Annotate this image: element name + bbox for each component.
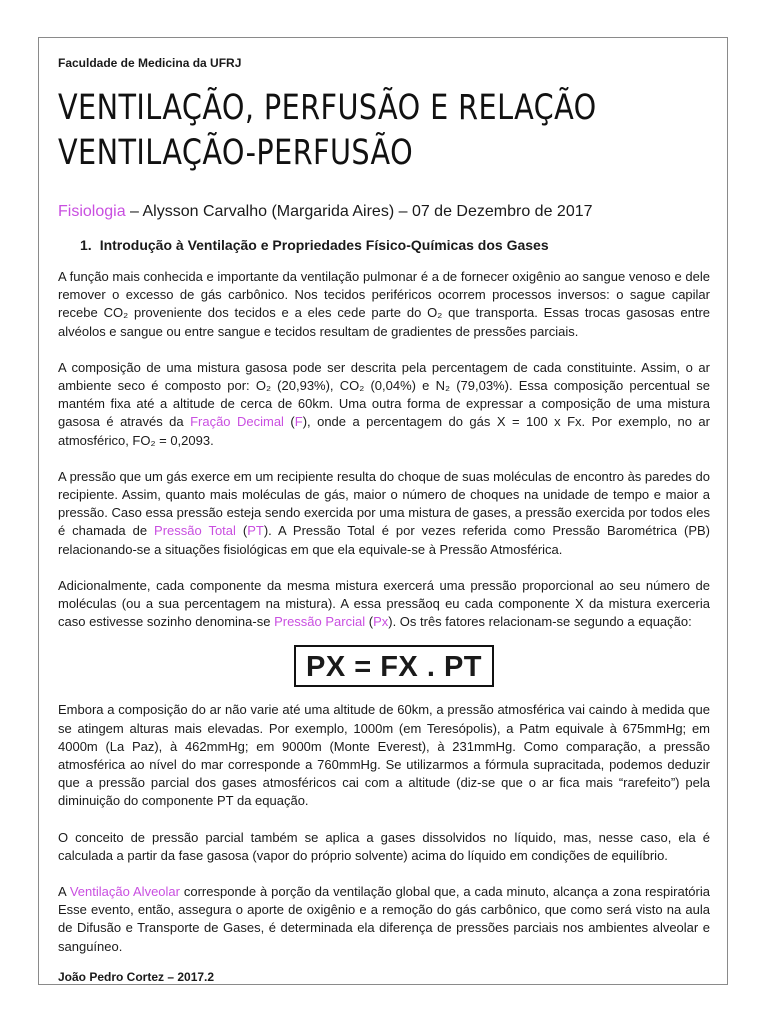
paragraph-7 bbox=[58, 883, 710, 956]
section-title: Introdução à Ventilação e Propriedades Físico-Químicas dos Gases bbox=[99, 237, 549, 253]
paragraph-2 bbox=[58, 359, 710, 450]
section-heading bbox=[80, 236, 710, 254]
section-number: 1. bbox=[80, 237, 92, 253]
title-line-1: VENTILAÇÃO, PERFUSÃO E RELAÇÃO bbox=[58, 88, 597, 128]
p2-text-a: A composição de uma mistura gasosa pode ser descrita pela percentagem de cada constituinte. Assim, o ar ambiente seco é composto por: O₂ (20,93%), CO₂ (0,04%) e N₂ (79,03%). Essa composição percentual se mantém fixa até a altitude de cerca de 60km. Uma outra forma de expressar a composição de uma mistura gasosa é através da bbox=[58, 359, 710, 430]
subtitle bbox=[58, 202, 710, 222]
p3-text-a: A pressão que um gás exerce em um recipiente resulta do choque de suas moléculas de encontro às paredes do recipiente. Assim, quanto mais moléculas de gás, maior o número de choques na unidade de tempo e maior a pressão. Caso essa pressão esteja sendo exercida por uma mistura de gases, a pressão exercida por todos eles é chamada de bbox=[58, 468, 710, 539]
equation-container bbox=[58, 645, 710, 687]
p4-text-c: ). Os três fatores relacionam-se segundo a equação: bbox=[388, 614, 692, 630]
document-title bbox=[58, 86, 710, 176]
term-pt: PT bbox=[247, 523, 264, 539]
faculty-name: Faculdade de Medicina da UFRJ bbox=[58, 56, 242, 70]
p3-text-b: ( bbox=[235, 523, 248, 539]
p7-text-a: A bbox=[58, 884, 70, 900]
subtitle-details: – Alysson Carvalho (Margarida Aires) – 07 de Dezembro de 2017 bbox=[125, 203, 593, 220]
paragraph-6: O conceito de pressão parcial também se aplica a gases dissolvidos no líquido, mas, nesse caso, ela é calculada a partir da fase gasosa (vapor do próprio solvente) acima do líquido em condições de equilíbrio. bbox=[58, 829, 710, 863]
title-line-2: VENTILAÇÃO-PERFUSÃO bbox=[58, 133, 414, 173]
paragraph-1: A função mais conhecida e importante da ventilação pulmonar é a de fornecer oxigênio ao sangue venoso e dele remover o excesso de gás carbônico. Nos tecidos periféricos ocorrem processos inversos: o sague capilar recebe CO₂ proveniente dos tecidos e a eles cede parte do O₂ que transporta. Essas trocas gasosas entre alvéolos e sangue ou entre sangue e tecidos resultam de gradientes de pressões parciais. bbox=[58, 269, 710, 339]
p4-text-b: ( bbox=[365, 614, 374, 630]
p2-text-c: ), onde a percentagem do gás X = 100 x Fx. Por exemplo, no ar atmosférico, FO₂ = 0,2093. bbox=[58, 414, 710, 448]
term-pressao-parcial: Pressão Parcial bbox=[274, 614, 366, 630]
p7-text-b: corresponde à porção da ventilação global que, a cada minuto, alcança a zona respiratória Esse evento, então, assegura o aporte de oxigênio e a remoção do gás carbônico, que como será visto na aula de Difusão e Transporte de Gases, é determinada ela diferença de pressões parciais nos ambientes alveolar e sanguíneo. bbox=[58, 884, 710, 954]
term-px: Px bbox=[373, 614, 389, 630]
p2-text-b: ( bbox=[283, 414, 295, 430]
term-fracao-decimal: Fração Decimal bbox=[190, 414, 284, 430]
term-f: F bbox=[294, 414, 303, 430]
paragraph-4 bbox=[58, 577, 710, 632]
term-pressao-total: Pressão Total bbox=[154, 523, 236, 539]
p3-text-c: ). A Pressão Total é por vezes referida como Pressão Barométrica (PB) relacionando-se a situações fisiológicas em que ela equivale-se à Pressão Atmosférica. bbox=[58, 523, 710, 557]
p4-text-a: Adicionalmente, cada componente da mesma mistura exercerá uma pressão proporcional ao seu número de moléculas (ou a sua percentagem na mistura). A essa pressãoq eu cada componente X da mistura exerceria caso estivesse sozinho denomina-se bbox=[58, 577, 710, 630]
document-body bbox=[58, 56, 710, 984]
subject-label: Fisiologia bbox=[58, 203, 126, 220]
footer-author: João Pedro Cortez – 2017.2 bbox=[58, 969, 215, 984]
paragraph-3 bbox=[58, 468, 710, 559]
equation-box: PX = FX . PT bbox=[294, 645, 494, 687]
term-ventilacao-alveolar: Ventilação Alveolar bbox=[69, 884, 180, 900]
paragraph-5: Embora a composição do ar não varie até uma altitude de 60km, a pressão atmosférica vai caindo à medida que se atingem alturas mais elevadas. Por exemplo, 1000m (em Teresópolis), a Patm equivale à 675mmHg; em 4000m (La Paz), à 462mmHg; em 9000m (Monte Everest), à 231mmHg. Como comparação, a pressão atmosférica ao nível do mar corresponde a 760mmHg. Se utilizarmos a fórmula supracitada, podemos deduzir que a pressão parcial dos gases atmosféricos cai com a altitude (diz-se que o ar fica mais “rarefeito”) pela diminuição do componente PT da equação. bbox=[58, 702, 710, 809]
